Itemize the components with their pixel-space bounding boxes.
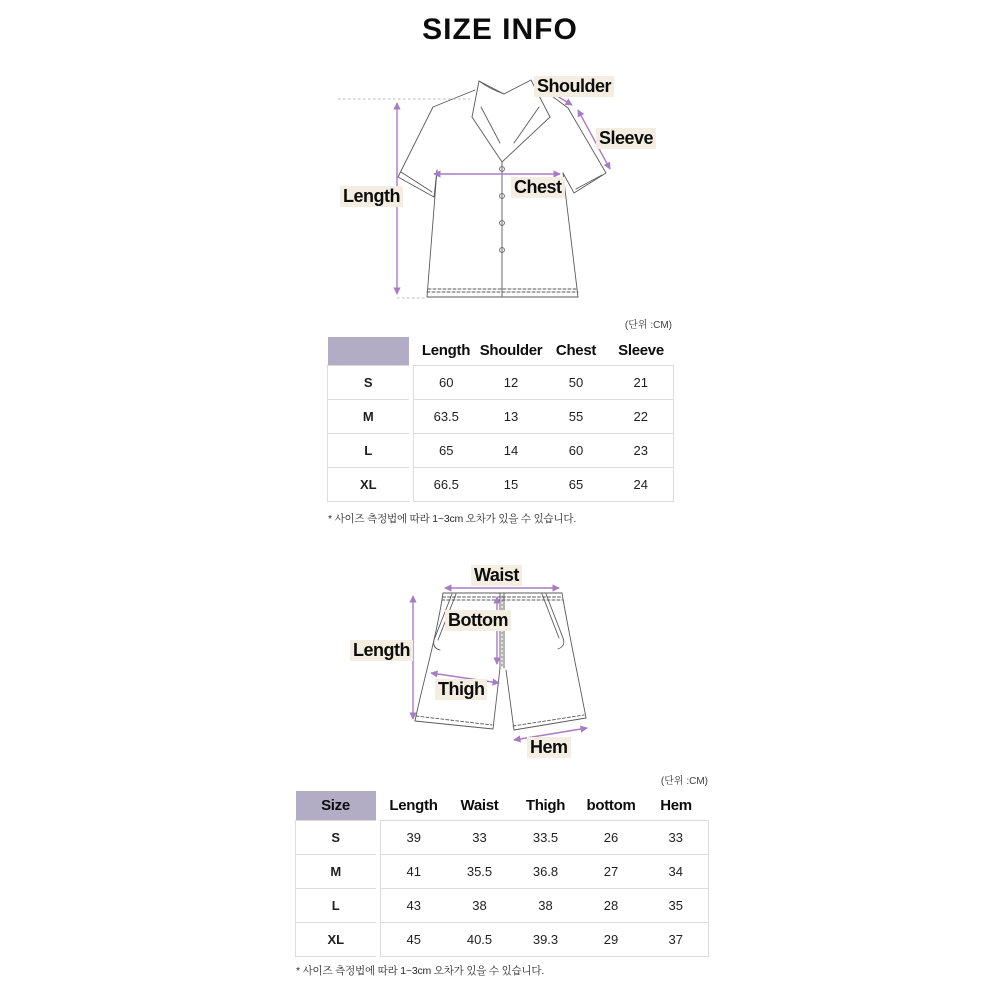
value-cell: 24 [609,467,674,501]
size-label-cell: XL [296,922,376,956]
shorts-line-drawing [350,560,690,770]
table-row [296,888,709,922]
size-label-cell: S [296,820,376,854]
size-label-cell: S [328,365,409,399]
value-cell: 38 [447,888,513,922]
measure-note-bottom: * 사이즈 측정법에 따라 1~3cm 오차가 있을 수 있습니다. [296,965,545,977]
table-row [328,365,674,399]
value-cell: 15 [479,467,544,501]
value-cell: 34 [644,854,709,888]
value-cell: 26 [579,820,644,854]
table-row [296,854,709,888]
col-header-sleeve: Sleeve [609,337,674,365]
value-cell: 65 [544,467,609,501]
value-cell: 50 [544,365,609,399]
col-header-hem: Hem [644,791,709,820]
size-label-cell: L [328,433,409,467]
value-cell: 39.3 [513,922,579,956]
value-cell: 40.5 [447,922,513,956]
col-header-size: Size [296,791,376,820]
value-cell: 35 [644,888,709,922]
unit-note-top: (단위 :CM) [624,320,672,331]
value-cell: 14 [479,433,544,467]
value-cell: 43 [381,888,447,922]
table-row [328,399,674,433]
table-row [296,922,709,956]
value-cell: 21 [609,365,674,399]
shorts-label-thigh: Thigh [435,679,487,700]
size-label-cell: XL [328,467,409,501]
value-cell: 23 [609,433,674,467]
shirt-label-sleeve: Sleeve [596,128,656,149]
table-header-row [328,337,674,365]
value-cell: 27 [579,854,644,888]
unit-note-bottom: (단위 :CM) [660,776,708,787]
value-cell: 38 [513,888,579,922]
col-header-chest: Chest [544,337,609,365]
value-cell: 22 [609,399,674,433]
shorts-label-hem: Hem [527,737,571,758]
table-row [296,820,709,854]
value-cell: 33 [447,820,513,854]
col-header-length: Length [381,791,447,820]
col-header-waist: Waist [447,791,513,820]
shorts-label-bottom: Bottom [445,610,511,631]
col-header-length: Length [414,337,479,365]
table-row [328,433,674,467]
table-corner-cell [328,337,409,365]
shirt-label-shoulder: Shoulder [534,76,614,97]
size-label-cell: L [296,888,376,922]
value-cell: 33 [644,820,709,854]
col-header-thigh: Thigh [513,791,579,820]
shorts-label-waist: Waist [471,565,522,586]
shirt-label-length: Length [340,186,403,207]
value-cell: 60 [544,433,609,467]
table-row [328,467,674,501]
size-label-cell: M [296,854,376,888]
value-cell: 63.5 [414,399,479,433]
shirt-outline [398,80,606,297]
value-cell: 45 [381,922,447,956]
page-title: SIZE INFO [422,13,578,46]
measure-note-top: * 사이즈 측정법에 따라 1~3cm 오차가 있을 수 있습니다. [328,513,577,525]
shorts-label-length: Length [350,640,413,661]
shirt-size-table [327,337,674,502]
value-cell: 41 [381,854,447,888]
value-cell: 28 [579,888,644,922]
table-header-row [296,791,709,820]
value-cell: 35.5 [447,854,513,888]
value-cell: 29 [579,922,644,956]
value-cell: 37 [644,922,709,956]
col-header-shoulder: Shoulder [479,337,544,365]
value-cell: 12 [479,365,544,399]
value-cell: 65 [414,433,479,467]
value-cell: 36.8 [513,854,579,888]
col-header-bottom: bottom [579,791,644,820]
shorts-size-table [295,791,709,957]
shirt-label-chest: Chest [511,177,565,198]
value-cell: 60 [414,365,479,399]
value-cell: 33.5 [513,820,579,854]
value-cell: 13 [479,399,544,433]
size-label-cell: M [328,399,409,433]
value-cell: 55 [544,399,609,433]
value-cell: 66.5 [414,467,479,501]
value-cell: 39 [381,820,447,854]
